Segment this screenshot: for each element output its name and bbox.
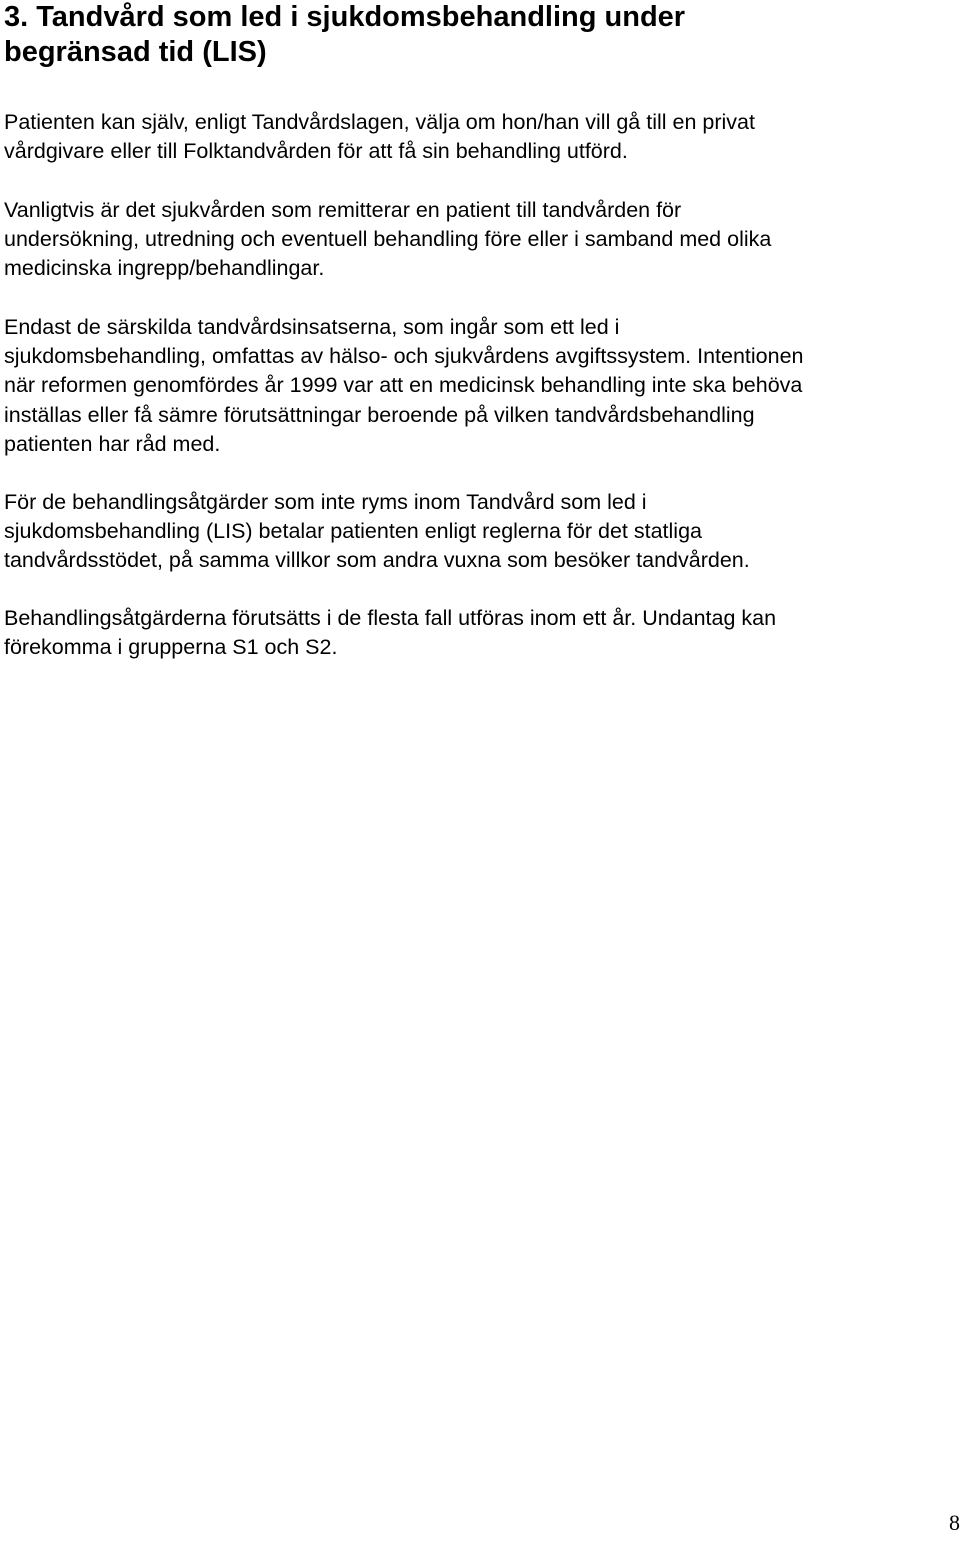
paragraph-line: patienten har råd med. [4, 431, 221, 456]
paragraph-line: sjukdomsbehandling (LIS) betalar patienten enligt reglerna för det statliga [4, 519, 702, 544]
paragraph-line: undersökning, utredning och eventuell behandling före eller i samband med olika [4, 227, 772, 252]
paragraph-state-support [4, 488, 954, 576]
paragraph-line: när reformen genomfördes år 1999 var att en medicinsk behandling inte ska behöva [4, 373, 803, 398]
paragraph-line: tandvårdsstödet, på samma villkor som andra vuxna som besöker tandvården. [4, 548, 750, 573]
heading-line: begränsad tid (LIS) [4, 36, 267, 68]
page-number: 8 [949, 1510, 960, 1535]
paragraph-patient-choice [4, 108, 954, 166]
paragraph-line: inställas eller få sämre förutsättningar beroende på vilken tandvårdsbehandling [4, 402, 755, 427]
paragraph-line: Patienten kan själv, enligt Tandvårdslagen, välja om hon/han vill gå till en privat [4, 110, 755, 134]
paragraph-line: Vanligtvis är det sjukvården som remitterar en patient till tandvården för [4, 198, 682, 222]
paragraph-line: Endast de särskilda tandvårdsinsatserna, som ingår som ett led i [4, 315, 620, 339]
paragraph-line: medicinska ingrepp/behandlingar. [4, 256, 325, 281]
paragraph-treatment-period [4, 604, 954, 662]
section-heading [4, 0, 944, 70]
paragraph-line: vårdgivare eller till Folktandvården för att få sin behandling utförd. [4, 139, 628, 164]
paragraph-fee-system [4, 313, 954, 459]
paragraph-line: sjukdomsbehandling, omfattas av hälso- och sjukvårdens avgiftssystem. Intentionen [4, 344, 804, 369]
paragraph-referral [4, 196, 954, 284]
paragraph-line: För de behandlingsåtgärder som inte ryms inom Tandvård som led i [4, 490, 647, 514]
paragraph-line: förekomma i grupperna S1 och S2. [4, 635, 338, 660]
heading-line: 3. Tandvård som led i sjukdomsbehandling under [4, 1, 686, 33]
paragraph-line: Behandlingsåtgärderna förutsätts i de flesta fall utföras inom ett år. Undantag kan [4, 606, 777, 630]
